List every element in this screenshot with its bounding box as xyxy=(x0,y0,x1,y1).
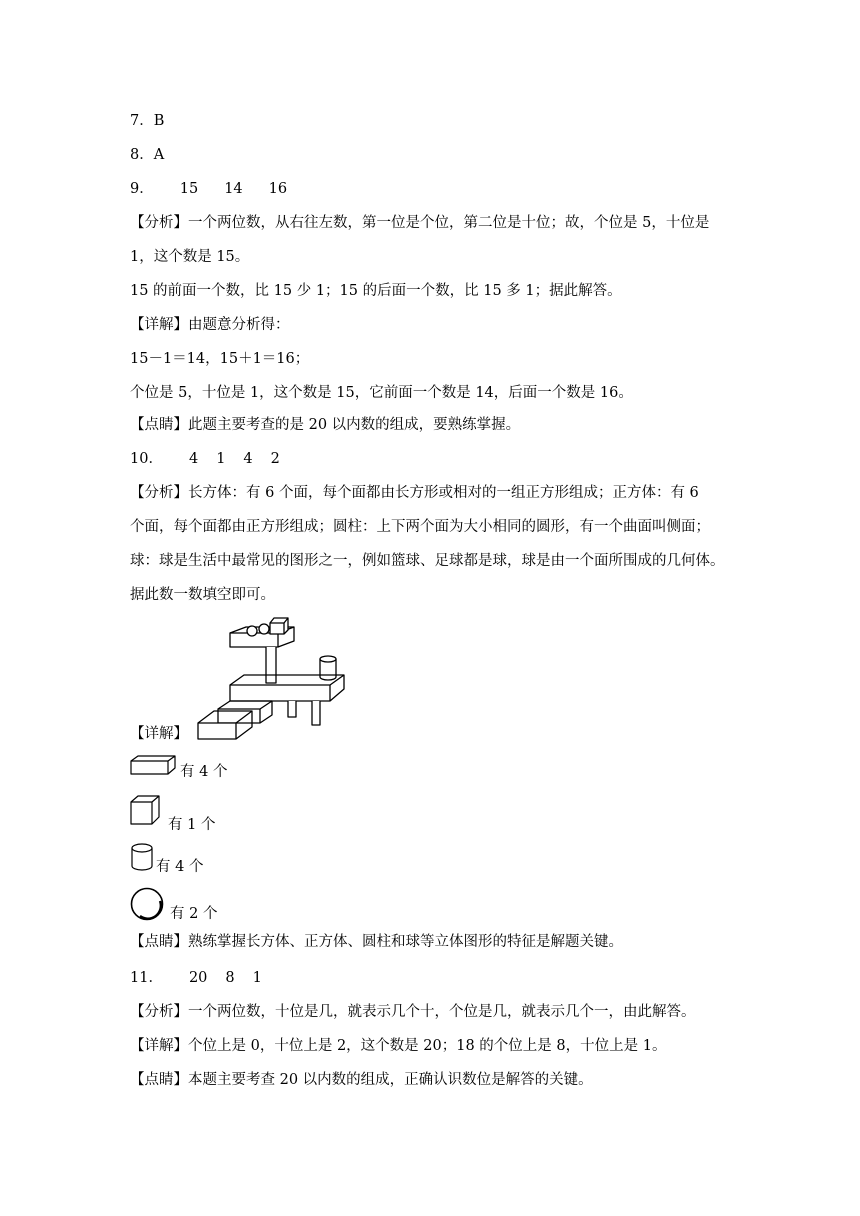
q9-analysis-tag: 【分析】 xyxy=(130,215,188,231)
q11-comment-line xyxy=(130,1070,593,1090)
q9-analysis-line-2: 1，这个数是 15。 xyxy=(130,249,250,265)
block-structure-figure xyxy=(196,617,356,741)
q11-answer-2: 8 xyxy=(225,970,235,986)
q10-answer-4: 2 xyxy=(270,451,280,467)
q9-detail-tag: 【详解】 xyxy=(130,317,188,333)
q10-comment-line xyxy=(130,932,623,952)
q10-answer-2: 1 xyxy=(216,451,226,467)
q9-answer-1: 15 xyxy=(179,181,199,197)
q9-comment-tag: 【点睛】 xyxy=(130,417,188,433)
q9-number: 9． xyxy=(130,181,154,197)
q9-detail-text-1: 由题意分析得： xyxy=(188,317,290,333)
q10-analysis-text-1: 长方体：有 6 个面，每个面都由长方形或相对的一组正方形组成；正方体：有 6 xyxy=(188,485,699,501)
q10-comment-text: 熟练掌握长方体、正方体、圆柱和球等立体图形的特征是解题关键。 xyxy=(188,934,623,950)
q10-analysis-line-2: 个面，每个面都由正方形组成；圆柱：上下两个面为大小相同的圆形，有一个曲面叫侧面； xyxy=(130,519,710,535)
q10-detail-tag: 【详解】 xyxy=(130,726,188,742)
q9-answer-2: 14 xyxy=(224,181,243,197)
q11-comment-tag: 【点睛】 xyxy=(130,1072,188,1088)
q7-answer: B xyxy=(153,113,165,129)
q9-detail-line-3: 个位是 5，十位是 1，这个数是 15，它前面一个数是 14，后面一个数是 16。 xyxy=(130,385,633,401)
q11-analysis-tag: 【分析】 xyxy=(130,1004,188,1020)
q8-number: 8． xyxy=(130,147,154,163)
sphere-icon xyxy=(130,887,164,921)
q11-analysis-line xyxy=(130,1002,696,1022)
cylinder-icon xyxy=(130,843,154,871)
q10-answer-1: 4 xyxy=(188,451,199,467)
q11-answer-1: 20 xyxy=(188,970,208,986)
q10-analysis-line-1 xyxy=(130,483,699,503)
q8-answer: A xyxy=(153,147,165,163)
q10-answer-3: 4 xyxy=(243,451,253,467)
q9-analysis-line-3: 15 的前面一个数，比 15 少 1；15 的后面一个数，比 15 多 1；据此解答。 xyxy=(130,283,622,299)
q10-analysis-tag: 【分析】 xyxy=(130,485,188,501)
cuboid-count: 有 4 个 xyxy=(180,764,228,780)
q10-analysis-line-3: 球：球是生活中最常见的图形之一，例如篮球、足球都是球，球是由一个面所围成的几何体。 xyxy=(130,553,725,569)
q11-detail-line xyxy=(130,1036,666,1056)
q10-comment-tag: 【点睛】 xyxy=(130,934,188,950)
q9-comment-line xyxy=(130,415,520,435)
q9-detail-line-1 xyxy=(130,315,290,335)
q11-line xyxy=(130,968,262,988)
q11-detail-tag: 【详解】 xyxy=(130,1038,188,1054)
cube-count: 有 1 个 xyxy=(168,817,216,833)
q9-analysis-line-1 xyxy=(130,213,709,233)
q9-analysis-text-1: 一个两位数，从右往左数，第一位是个位，第二位是十位；故，个位是 5，十位是 xyxy=(188,215,710,231)
q11-comment-text: 本题主要考查 20 以内数的组成，正确认识数位是解答的关键。 xyxy=(188,1072,593,1088)
q11-answer-3: 1 xyxy=(252,970,262,986)
q11-analysis-text: 一个两位数，十位是几，就表示几个十，个位是几，就表示几个一，由此解答。 xyxy=(188,1004,696,1020)
q9-answer-3: 16 xyxy=(268,181,288,197)
cube-icon xyxy=(130,795,160,825)
q9-comment-text: 此题主要考查的是 20 以内数的组成，要熟练掌握。 xyxy=(188,417,521,433)
q9-detail-line-2: 15－1＝14，15＋1＝16； xyxy=(130,351,310,367)
q10-analysis-line-4: 据此数一数填空即可。 xyxy=(130,587,275,603)
q9-line xyxy=(130,179,287,199)
q11-number: 11． xyxy=(130,970,163,986)
q10-line xyxy=(130,449,280,469)
q7-number: 7． xyxy=(130,113,154,129)
q8-line xyxy=(130,145,164,165)
q10-number: 10． xyxy=(130,451,163,467)
q7-line xyxy=(130,111,164,131)
cuboid-icon xyxy=(130,755,176,775)
cylinder-count: 有 4 个 xyxy=(156,859,204,875)
sphere-count: 有 2 个 xyxy=(170,906,218,922)
q11-detail-text: 个位上是 0，十位上是 2，这个数是 20；18 的个位上是 8，十位上是 1。 xyxy=(188,1038,667,1054)
